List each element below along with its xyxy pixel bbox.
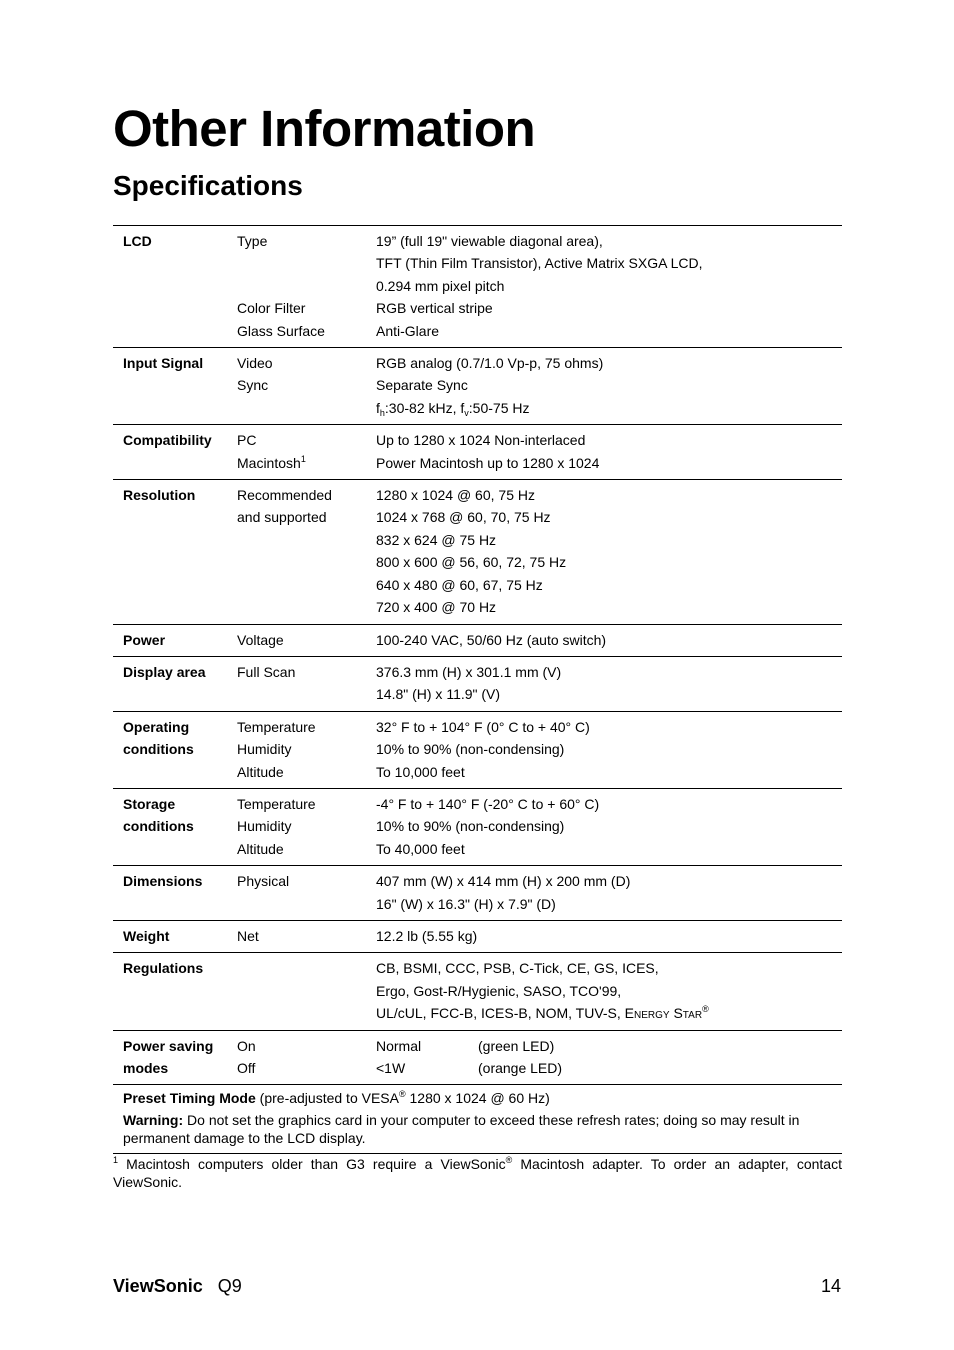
spec-sublabel: Net — [237, 927, 259, 944]
spec-row-input-signal — [113, 348, 842, 425]
spec-row-resolution — [113, 480, 842, 624]
spec-value: 19” (full 19" viewable diagonal area), — [376, 233, 603, 249]
spec-value: 640 x 480 @ 60, 67, 75 Hz — [376, 576, 543, 593]
spec-value: 1024 x 768 @ 60, 70, 75 Hz — [376, 509, 551, 526]
spec-sublabel: Temperature — [237, 718, 316, 735]
brand-name: ViewSonic — [113, 1276, 203, 1296]
spec-sublabel: Full Scan — [237, 663, 296, 680]
spec-sublabel: Humidity — [237, 741, 292, 758]
spec-label: LCD — [123, 233, 152, 249]
spec-sublabel: and supported — [237, 509, 327, 526]
model-name: Q9 — [217, 1276, 242, 1296]
spec-value: Anti-Glare — [376, 322, 440, 339]
spec-value: 12.2 lb (5.55 kg) — [376, 927, 478, 944]
specifications-table — [113, 225, 842, 1154]
spec-value: CB, BSMI, CCC, PSB, C-Tick, CE, GS, ICES, — [376, 960, 659, 977]
preset-timing-text: Preset Timing Mode (pre-adjusted to VESA® 1280 x 1024 @ 60 Hz) — [123, 1089, 550, 1107]
spec-row-regulations — [113, 953, 842, 1030]
preset-timing-note — [113, 1085, 842, 1154]
spec-label: Resolution — [123, 487, 196, 504]
spec-sublabel: Glass Surface — [237, 322, 325, 339]
spec-value: 407 mm (W) x 414 mm (H) x 200 mm (D) — [376, 873, 631, 890]
spec-sublabel: Macintosh$^1$ — [237, 453, 306, 471]
spec-label: Weight — [123, 927, 170, 944]
spec-sublabel: Physical — [237, 873, 290, 890]
spec-value: Normal — [376, 1037, 422, 1054]
spec-value: TFT (Thin Film Transistor), Active Matrix SXGA LCD, — [376, 255, 703, 272]
spec-sublabel: Color Filter — [237, 300, 306, 317]
spec-value: To 40,000 feet — [376, 840, 465, 857]
spec-row-storage-conditions — [113, 789, 842, 866]
spec-row-lcd — [113, 226, 842, 348]
spec-value: -4° F to + 140° F (-20° C to + 60° C) — [376, 795, 600, 812]
spec-row-power-saving-modes — [113, 1031, 842, 1086]
spec-sublabel: Type — [237, 233, 268, 249]
spec-label: Display area — [123, 663, 206, 680]
spec-sublabel: Altitude — [237, 840, 284, 857]
spec-value: RGB analog (0.7/1.0 Vp-p, 75 ohms) — [376, 355, 604, 372]
spec-label: Regulations — [123, 960, 204, 977]
spec-value: Ergo, Gost-R/Hygienic, SASO, TCO'99, — [376, 982, 622, 999]
spec-sublabel: PC — [237, 432, 257, 449]
footnote-ref: 1 — [300, 453, 306, 464]
spec-sublabel: Recommended — [237, 487, 332, 504]
spec-value: RGB vertical stripe — [376, 300, 493, 317]
spec-value: UL/cUL, FCC-B, ICES-B, NOM, TUV-S, Energy Star® — [376, 1004, 709, 1022]
spec-row-weight — [113, 921, 842, 953]
spec-sublabel: Sync — [237, 377, 269, 394]
spec-value: 832 x 624 @ 75 Hz — [376, 531, 497, 548]
spec-value: 100-240 VAC, 50/60 Hz (auto switch) — [376, 631, 607, 648]
spec-value: 32° F to + 104° F (0° C to + 40° C) — [376, 718, 590, 735]
page-number: 14 — [820, 1276, 841, 1296]
footnote: $^1$ Macintosh computers older than G3 require a ViewSonic® Macintosh adapter. To order an adapter, contact ViewSonic. — [113, 1155, 842, 1190]
spec-label: Power — [123, 631, 166, 648]
spec-sublabel: Video — [237, 355, 273, 372]
spec-value: 0.294 mm pixel pitch — [376, 277, 505, 294]
spec-value: 10% to 90% (non-condensing) — [376, 741, 565, 758]
spec-value: 376.3 mm (H) x 301.1 mm (V) — [376, 663, 562, 680]
spec-row-dimensions — [113, 866, 842, 921]
spec-sublabel: Voltage — [237, 631, 284, 648]
spec-row-operating-conditions — [113, 712, 842, 789]
spec-value: Separate Sync — [376, 377, 468, 394]
spec-value: Power Macintosh up to 1280 x 1024 — [376, 454, 600, 471]
spec-sublabel: Altitude — [237, 763, 284, 780]
spec-label: Storage conditions — [123, 795, 194, 835]
spec-label: Operating conditions — [123, 718, 194, 758]
spec-value-frequency: $f_h:30-82$ kHz, $f_v:50-75$ Hz — [376, 399, 530, 418]
spec-value: 16" (W) x 16.3" (H) x 7.9" (D) — [376, 895, 556, 912]
spec-sublabel: On — [237, 1037, 256, 1054]
spec-label: Compatibility — [123, 432, 212, 449]
spec-value: 10% to 90% (non-condensing) — [376, 818, 565, 835]
spec-value: <1W — [376, 1060, 406, 1076]
spec-value: 800 x 600 @ 56, 60, 72, 75 Hz — [376, 554, 567, 571]
spec-value: 720 x 400 @ 70 Hz — [376, 599, 497, 616]
led-status-note: (orange LED) — [478, 1060, 563, 1076]
warning-text: Warning: Do not set the graphics card in your computer to exceed these refresh rates; doing so may result in permanent damage to the LCD display. — [123, 1112, 800, 1147]
page-title: Other Information — [113, 100, 536, 157]
spec-label: Input Signal — [123, 355, 204, 372]
spec-value: Up to 1280 x 1024 Non-interlaced — [376, 432, 586, 449]
footer-brand — [113, 1276, 242, 1297]
spec-value: 14.8" (H) x 11.9" (V) — [376, 686, 501, 703]
spec-sublabel: Off — [237, 1060, 256, 1076]
spec-label: Dimensions — [123, 873, 203, 890]
spec-label: Power saving modes — [123, 1037, 214, 1076]
spec-row-display-area — [113, 657, 842, 712]
spec-value: To 10,000 feet — [376, 763, 465, 780]
spec-row-power — [113, 625, 842, 657]
energy-star-mark: Energy Star — [624, 1005, 703, 1022]
spec-value: 1280 x 1024 @ 60, 75 Hz — [376, 487, 535, 504]
spec-row-compatibility — [113, 425, 842, 480]
spec-sublabel: Humidity — [237, 818, 292, 835]
led-status-note: (green LED) — [478, 1037, 555, 1054]
section-title: Specifications — [113, 170, 303, 201]
spec-sublabel: Temperature — [237, 795, 316, 812]
